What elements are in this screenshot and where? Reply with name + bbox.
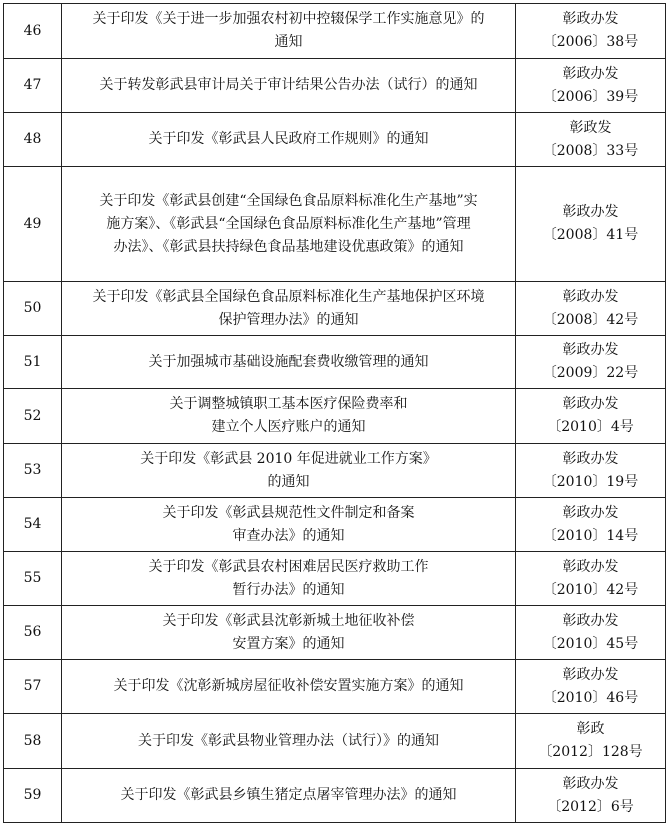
row-doc-number: [516, 389, 666, 444]
doc-code: 〔2008〕42号: [542, 311, 639, 328]
row-title: [62, 444, 516, 498]
doc-code: 〔2010〕46号: [542, 689, 639, 706]
row-title: [62, 714, 516, 769]
title-line: 通知: [274, 34, 303, 50]
title-line: 办法》、《彰武县扶持绿色食品基地建设优惠政策》的通知: [113, 238, 464, 255]
title-line: 关于转发彰武县审计局关于审计结果公告办法（试行）的通知: [99, 77, 478, 93]
row-doc-number: [516, 59, 666, 113]
row-number: 48: [4, 113, 62, 167]
doc-code: 〔2012〕6号: [547, 798, 634, 815]
table-row: [4, 660, 666, 714]
title-line: 保护管理办法》的通知: [218, 311, 359, 328]
doc-code: 〔2012〕128号: [538, 744, 643, 760]
row-title: [62, 769, 516, 823]
row-number: 52: [4, 389, 62, 444]
row-title: [62, 660, 516, 714]
doc-issuer: 彰政办发: [562, 504, 619, 521]
title-line: 关于印发《彰武县规范性文件制定和备案: [162, 504, 415, 521]
row-doc-number: [516, 714, 666, 769]
row-doc-number: [516, 167, 666, 282]
row-number: 47: [4, 59, 62, 113]
title-line: 关于印发《沈彰新城房屋征收补偿安置实施方案》的通知: [113, 678, 464, 694]
doc-issuer: 彰政办发: [562, 775, 619, 792]
doc-code: 〔2010〕42号: [542, 581, 639, 598]
doc-code: 〔2008〕33号: [542, 142, 639, 159]
table-row: [4, 336, 666, 389]
row-number: 55: [4, 552, 62, 606]
table-row: [4, 4, 666, 59]
title-line: 施方案》、《彰武县“全国绿色食品原料标准化生产基地”管理: [106, 215, 471, 232]
title-line: 关于印发《彰武县人民政府工作规则》的通知: [148, 131, 429, 147]
title-line: 关于印发《彰武县乡镇生猪定点屠宰管理办法》的通知: [120, 787, 457, 803]
doc-code: 〔2010〕14号: [542, 527, 639, 544]
title-line: 关于印发《彰武县全国绿色食品原料标准化生产基地保护区环境: [92, 288, 485, 305]
doc-issuer: 彰政办发: [562, 396, 619, 412]
title-line: 关于印发《彰武县农村困难居民医疗救助工作: [148, 558, 429, 575]
table-row: [4, 444, 666, 498]
doc-issuer: 彰政办发: [562, 65, 619, 82]
row-doc-number: [516, 282, 666, 336]
row-title: [62, 336, 516, 389]
row-doc-number: [516, 660, 666, 714]
table-row: [4, 167, 666, 282]
row-number: 49: [4, 167, 62, 282]
doc-issuer: 彰政办发: [562, 342, 619, 358]
doc-issuer: 彰政办发: [562, 612, 619, 629]
title-line: 关于加强城市基础设施配套费收缴管理的通知: [148, 353, 429, 370]
title-line: 关于印发《彰武县创建“全国绿色食品原料标准化生产基地”实: [99, 192, 478, 209]
table-row: [4, 769, 666, 823]
doc-code: 〔2010〕45号: [542, 635, 639, 652]
row-number: 56: [4, 606, 62, 660]
row-doc-number: [516, 4, 666, 59]
table-row: [4, 714, 666, 769]
table-row: [4, 59, 666, 113]
row-title: [62, 606, 516, 660]
row-title: [62, 389, 516, 444]
table-row: [4, 606, 666, 660]
row-doc-number: [516, 498, 666, 552]
row-title: [62, 552, 516, 606]
table-row: [4, 552, 666, 606]
row-doc-number: [516, 606, 666, 660]
row-number: 54: [4, 498, 62, 552]
row-number: 50: [4, 282, 62, 336]
title-line: 关于印发《彰武县 2010 年促进就业工作方案》: [140, 450, 437, 467]
row-title: [62, 282, 516, 336]
row-number: 46: [4, 4, 62, 59]
row-doc-number: [516, 552, 666, 606]
title-line: 关于印发《彰武县沈彰新城土地征收补偿: [162, 612, 415, 629]
doc-issuer: 彰政办发: [562, 288, 619, 305]
title-line: 关于印发《关于进一步加强农村初中控辍保学工作实施意见》的: [92, 11, 485, 27]
title-line: 的通知: [267, 473, 310, 490]
doc-code: 〔2009〕22号: [542, 365, 639, 381]
doc-issuer: 彰政: [576, 721, 605, 737]
row-doc-number: [516, 113, 666, 167]
row-title: [62, 167, 516, 282]
table-row: [4, 282, 666, 336]
row-number: 57: [4, 660, 62, 714]
title-line: 关于调整城镇职工基本医疗保险费率和: [169, 396, 408, 412]
doc-issuer: 彰政发: [569, 119, 612, 136]
row-number: 51: [4, 336, 62, 389]
doc-issuer: 彰政办发: [562, 666, 619, 683]
table-row: [4, 498, 666, 552]
row-title: [62, 59, 516, 113]
title-line: 关于印发《彰武县物业管理办法（试行）》的通知: [138, 732, 439, 749]
doc-code: 〔2006〕38号: [542, 34, 639, 50]
table-row: [4, 113, 666, 167]
row-doc-number: [516, 444, 666, 498]
title-line: 审查办法》的通知: [232, 527, 345, 544]
table-body: [4, 4, 666, 823]
row-doc-number: [516, 336, 666, 389]
title-line: 安置方案》的通知: [232, 635, 345, 652]
title-line: 暂行办法》的通知: [232, 581, 345, 598]
doc-code: 〔2010〕19号: [542, 473, 639, 490]
table-row: [4, 389, 666, 444]
row-number: 59: [4, 769, 62, 823]
row-doc-number: [516, 769, 666, 823]
doc-issuer: 彰政办发: [562, 450, 619, 467]
row-number: 58: [4, 714, 62, 769]
doc-code: 〔2008〕41号: [542, 227, 639, 243]
doc-issuer: 彰政办发: [562, 204, 619, 220]
row-title: [62, 113, 516, 167]
row-number: 53: [4, 444, 62, 498]
document-table: [3, 3, 666, 823]
row-title: [62, 498, 516, 552]
doc-code: 〔2006〕39号: [542, 88, 639, 105]
row-title: [62, 4, 516, 59]
doc-code: 〔2010〕4号: [547, 419, 634, 435]
doc-issuer: 彰政办发: [562, 558, 619, 575]
doc-issuer: 彰政办发: [562, 11, 619, 27]
title-line: 建立个人医疗账户的通知: [211, 419, 366, 435]
